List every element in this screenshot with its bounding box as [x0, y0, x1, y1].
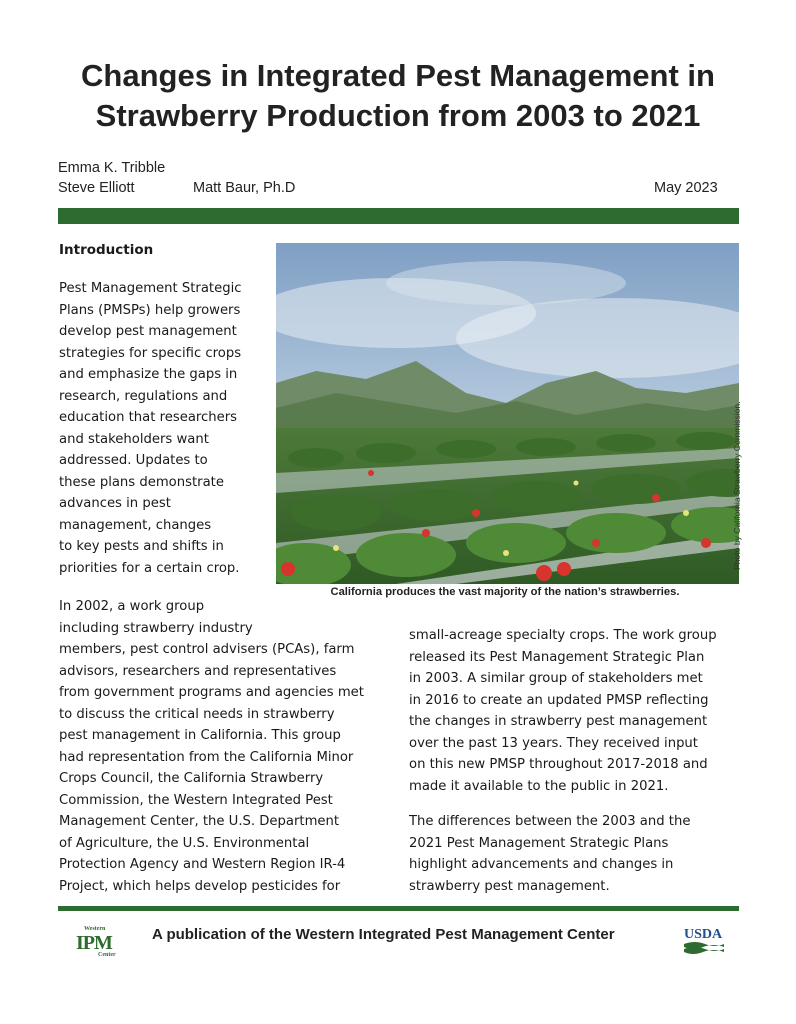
text-line: In 2002, a work group [59, 599, 205, 614]
page-title [40, 56, 756, 136]
text-line: the changes in strawberry pest management [409, 714, 708, 729]
logo-word-western: Western [84, 926, 106, 932]
text-line: from government programs and agencies met [59, 685, 364, 700]
usda-logo-icon [683, 924, 725, 956]
intro-paragraph-2 [59, 596, 394, 897]
field-illustration [276, 243, 739, 584]
text-line: Plans (PMSPs) help growers [59, 302, 241, 318]
text-line: including strawberry industry [59, 620, 253, 636]
intro-paragraph-3 [409, 625, 744, 797]
text-line: made it available to the public in 2021. [409, 778, 669, 794]
text-line: small-acreage specialty crops. The work group [409, 628, 717, 643]
text-line: in 2016 to create an updated PMSP reflecting [409, 692, 709, 708]
text-line: highlight advancements and changes in [409, 857, 674, 872]
text-line: in 2003. A similar group of stakeholders met [409, 671, 703, 686]
text-line: pest management in California. This group [59, 728, 341, 743]
intro-paragraph-4 [409, 811, 744, 897]
text-line: education that researchers [59, 410, 238, 425]
footer-publication-note: A publication of the Western Integrated Pest Management Center [152, 926, 615, 943]
text-line: strategies for specific crops [59, 345, 242, 361]
header-divider-bar [58, 208, 739, 224]
publication-date: May 2023 [654, 180, 718, 196]
text-line: Management Center, the U.S. Department [59, 814, 340, 829]
section-heading: Introduction [59, 242, 154, 258]
logo-word-center: Center [98, 952, 116, 958]
text-line: released its Pest Management Strategic Plan [409, 649, 705, 665]
author-steve: Steve Elliott [58, 180, 135, 196]
title-line-1: Changes in Integrated Pest Management in [81, 58, 715, 93]
text-line: these plans demonstrate [59, 474, 224, 490]
text-line: research, regulations and [59, 388, 228, 404]
text-line: Crops Council, the California Strawberry [59, 771, 324, 786]
text-line: advances in pest [59, 496, 171, 511]
text-line: advisors, researchers and representatives [59, 663, 337, 679]
text-line: had representation from the California Minor [59, 749, 354, 765]
logo-word-ipm: IPM [76, 932, 112, 954]
text-line: over the past 13 years. They received input [409, 735, 698, 751]
text-line: develop pest management [59, 324, 237, 339]
footer-divider-bar [58, 906, 739, 911]
strawberry-field-photo [276, 243, 739, 584]
ipm-logo-icon [72, 924, 122, 958]
text-line: on this new PMSP throughout 2017-2018 and [409, 757, 708, 772]
text-line: Protection Agency and Western Region IR-4 [59, 857, 346, 872]
text-line: strawberry pest management. [409, 878, 610, 894]
usda-wordmark: USDA [684, 927, 723, 942]
text-line: Pest Management Strategic [59, 281, 242, 296]
photo-caption: California produces the vast majority of the nation’s strawberries. [330, 586, 680, 598]
text-line: to key pests and shifts in [59, 539, 224, 554]
photo-credit: Photo by California Strawberry Commission. [732, 401, 742, 570]
text-line: to discuss the critical needs in strawberry [59, 706, 335, 722]
text-line: Project, which helps develop pesticides for [59, 878, 341, 894]
text-line: The differences between the 2003 and the [409, 814, 691, 829]
western-ipm-center-logo [72, 924, 122, 958]
text-line: Commission, the Western Integrated Pest [59, 792, 333, 808]
text-line: 2021 Pest Management Strategic Plans [409, 835, 669, 851]
usda-logo [683, 924, 725, 956]
text-line: and stakeholders want [59, 431, 209, 447]
text-line: of Agriculture, the U.S. Environmental [59, 835, 310, 851]
title-line-2: Strawberry Production from 2003 to 2021 [95, 98, 701, 133]
author-matt: Matt Baur, Ph.D [193, 180, 296, 196]
author-emma: Emma K. Tribble [58, 160, 166, 176]
text-line: addressed. Updates to [59, 453, 208, 468]
text-line: members, pest control advisers (PCAs), farm [59, 642, 355, 657]
text-line: management, changes [59, 517, 212, 533]
text-line: priorities for a certain crop. [59, 560, 240, 576]
intro-paragraph-1 [59, 278, 269, 579]
text-line: and emphasize the gaps in [59, 367, 238, 382]
